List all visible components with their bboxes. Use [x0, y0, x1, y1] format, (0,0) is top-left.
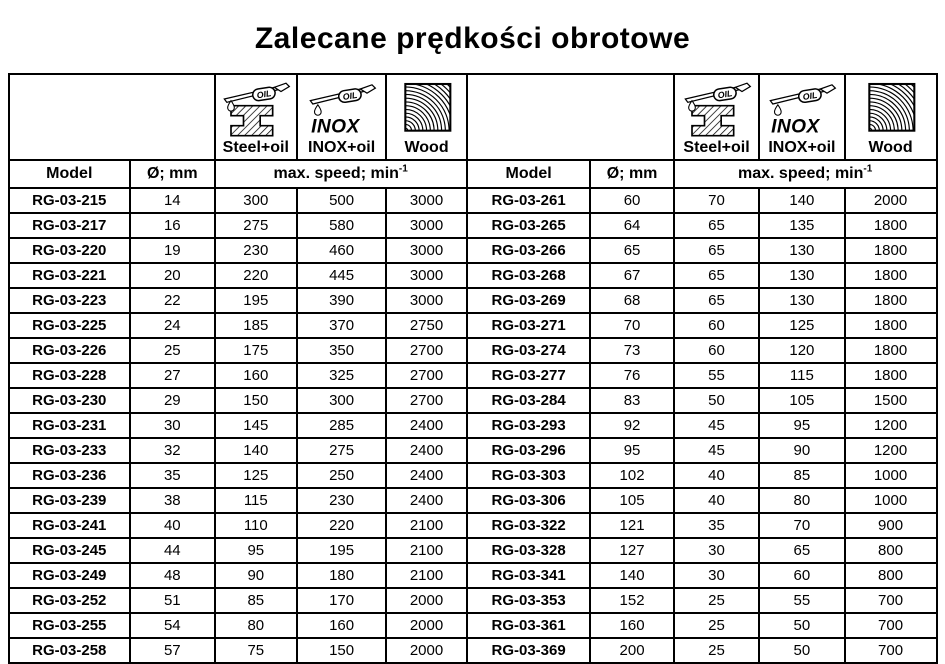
- inox-speed-cell: 50: [759, 613, 844, 638]
- table-row: [9, 313, 937, 338]
- table-row: [9, 463, 937, 488]
- steel-speed-cell: 60: [674, 338, 759, 363]
- inox-speed-cell: 275: [297, 438, 386, 463]
- wood-speed-cell: 1800: [845, 313, 937, 338]
- diameter-cell: 67: [590, 263, 674, 288]
- steel-speed-cell: 65: [674, 263, 759, 288]
- wood-speed-cell: 2000: [386, 588, 467, 613]
- diameter-cell: 48: [130, 563, 214, 588]
- steel-speed-cell: 220: [215, 263, 298, 288]
- diameter-cell: 83: [590, 388, 674, 413]
- model-header: Model: [9, 160, 131, 188]
- steel-speed-cell: 75: [215, 638, 298, 663]
- diameter-cell: 65: [590, 238, 674, 263]
- model-cell: RG-03-269: [467, 288, 590, 313]
- wood-grain-icon: [856, 79, 926, 139]
- wood-speed-cell: 3000: [386, 238, 467, 263]
- inox-oil-icon: [307, 79, 377, 139]
- model-cell: RG-03-236: [9, 463, 131, 488]
- wood-label: Wood: [404, 138, 449, 156]
- model-cell: RG-03-239: [9, 488, 131, 513]
- inox-speed-cell: 160: [297, 613, 386, 638]
- model-cell: RG-03-249: [9, 563, 131, 588]
- wood-speed-cell: 2750: [386, 313, 467, 338]
- steel-oil-label: Steel+oil: [222, 138, 289, 156]
- material-icon-row: [9, 74, 937, 160]
- table-row: [9, 263, 937, 288]
- model-cell: RG-03-255: [9, 613, 131, 638]
- inox-speed-cell: 170: [297, 588, 386, 613]
- diameter-cell: 102: [590, 463, 674, 488]
- model-cell: RG-03-306: [467, 488, 590, 513]
- inox-speed-cell: 50: [759, 638, 844, 663]
- wood-speed-cell: 2700: [386, 338, 467, 363]
- diameter-cell: 40: [130, 513, 214, 538]
- table-row: [9, 613, 937, 638]
- inox-speed-cell: 120: [759, 338, 844, 363]
- steel-oil-column-header: [215, 74, 298, 160]
- wood-speed-cell: 3000: [386, 188, 467, 213]
- model-cell: RG-03-369: [467, 638, 590, 663]
- inox-speed-cell: 85: [759, 463, 844, 488]
- wood-speed-cell: 2000: [386, 638, 467, 663]
- wood-speed-cell: 2400: [386, 438, 467, 463]
- diameter-cell: 32: [130, 438, 214, 463]
- model-cell: RG-03-277: [467, 363, 590, 388]
- table-row: [9, 588, 937, 613]
- model-cell: RG-03-266: [467, 238, 590, 263]
- table-row: [9, 513, 937, 538]
- diameter-cell: 73: [590, 338, 674, 363]
- model-cell: RG-03-293: [467, 413, 590, 438]
- wood-speed-cell: 3000: [386, 288, 467, 313]
- model-cell: RG-03-228: [9, 363, 131, 388]
- steel-speed-cell: 25: [674, 613, 759, 638]
- wood-speed-cell: 1800: [845, 288, 937, 313]
- inox-oil-icon: [767, 79, 837, 139]
- steel-speed-cell: 25: [674, 588, 759, 613]
- inox-speed-cell: 285: [297, 413, 386, 438]
- model-cell: RG-03-230: [9, 388, 131, 413]
- wood-speed-cell: 2400: [386, 488, 467, 513]
- inox-oil-label: INOX+oil: [308, 138, 376, 156]
- inox-speed-cell: 195: [297, 538, 386, 563]
- model-cell: RG-03-328: [467, 538, 590, 563]
- inox-speed-cell: 115: [759, 363, 844, 388]
- wood-speed-cell: 2100: [386, 563, 467, 588]
- steel-speed-cell: 65: [674, 238, 759, 263]
- model-cell: RG-03-341: [467, 563, 590, 588]
- steel-speed-cell: 90: [215, 563, 298, 588]
- inox-speed-cell: 230: [297, 488, 386, 513]
- diameter-cell: 14: [130, 188, 214, 213]
- steel-speed-cell: 45: [674, 413, 759, 438]
- inox-speed-cell: 250: [297, 463, 386, 488]
- diameter-cell: 200: [590, 638, 674, 663]
- diameter-cell: 25: [130, 338, 214, 363]
- wood-grain-icon: [392, 79, 462, 139]
- steel-speed-cell: 25: [674, 638, 759, 663]
- diameter-cell: 16: [130, 213, 214, 238]
- wood-speed-cell: 1800: [845, 238, 937, 263]
- empty-corner-cell: [467, 74, 674, 160]
- inox-speed-cell: 130: [759, 238, 844, 263]
- diameter-cell: 30: [130, 413, 214, 438]
- diameter-cell: 20: [130, 263, 214, 288]
- model-cell: RG-03-215: [9, 188, 131, 213]
- inox-speed-cell: 90: [759, 438, 844, 463]
- diameter-cell: 44: [130, 538, 214, 563]
- max-speed-header: max. speed; $\min^{-1}$: [215, 160, 467, 188]
- steel-speed-cell: 60: [674, 313, 759, 338]
- diameter-cell: 19: [130, 238, 214, 263]
- diameter-cell: 64: [590, 213, 674, 238]
- diameter-cell: 54: [130, 613, 214, 638]
- inox-speed-cell: 390: [297, 288, 386, 313]
- inox-oil-column-header: [297, 74, 386, 160]
- steel-speed-cell: 85: [215, 588, 298, 613]
- diameter-cell: 92: [590, 413, 674, 438]
- column-header-row: [9, 160, 937, 188]
- inox-speed-cell: 350: [297, 338, 386, 363]
- diameter-cell: 24: [130, 313, 214, 338]
- table-row: [9, 213, 937, 238]
- steel-speed-cell: 65: [674, 288, 759, 313]
- inox-speed-cell: 500: [297, 188, 386, 213]
- steel-speed-cell: 150: [215, 388, 298, 413]
- diameter-cell: 152: [590, 588, 674, 613]
- steel-oil-label: Steel+oil: [683, 138, 750, 156]
- steel-speed-cell: 95: [215, 538, 298, 563]
- wood-speed-cell: 900: [845, 513, 937, 538]
- inox-speed-cell: 140: [759, 188, 844, 213]
- inox-speed-cell: 580: [297, 213, 386, 238]
- wood-speed-cell: 3000: [386, 213, 467, 238]
- diameter-cell: 27: [130, 363, 214, 388]
- model-cell: RG-03-245: [9, 538, 131, 563]
- steel-speed-cell: 230: [215, 238, 298, 263]
- model-cell: RG-03-353: [467, 588, 590, 613]
- inox-speed-cell: 135: [759, 213, 844, 238]
- inox-speed-cell: 55: [759, 588, 844, 613]
- inox-speed-cell: 180: [297, 563, 386, 588]
- model-cell: RG-03-221: [9, 263, 131, 288]
- table-row: [9, 238, 937, 263]
- steel-speed-cell: 30: [674, 538, 759, 563]
- steel-speed-cell: 175: [215, 338, 298, 363]
- model-cell: RG-03-303: [467, 463, 590, 488]
- diameter-cell: 76: [590, 363, 674, 388]
- model-cell: RG-03-241: [9, 513, 131, 538]
- wood-speed-cell: 1200: [845, 413, 937, 438]
- inox-speed-cell: 325: [297, 363, 386, 388]
- wood-speed-cell: 2000: [386, 613, 467, 638]
- steel-oil-icon: [682, 79, 752, 139]
- model-cell: RG-03-225: [9, 313, 131, 338]
- model-cell: RG-03-231: [9, 413, 131, 438]
- table-row: [9, 538, 937, 563]
- diameter-cell: 68: [590, 288, 674, 313]
- page-title: Zalecane prędkości obrotowe: [254, 22, 691, 55]
- empty-corner-cell: [9, 74, 215, 160]
- model-cell: RG-03-217: [9, 213, 131, 238]
- table-row: [9, 563, 937, 588]
- inox-speed-cell: 130: [759, 263, 844, 288]
- inox-oil-label: INOX+oil: [768, 138, 836, 156]
- steel-speed-cell: 300: [215, 188, 298, 213]
- wood-column-header: [386, 74, 467, 160]
- wood-speed-cell: 3000: [386, 263, 467, 288]
- table-row: [9, 363, 937, 388]
- steel-speed-cell: 160: [215, 363, 298, 388]
- diameter-cell: 70: [590, 313, 674, 338]
- table-row: [9, 438, 937, 463]
- inox-speed-cell: 70: [759, 513, 844, 538]
- steel-speed-cell: 275: [215, 213, 298, 238]
- inox-speed-cell: 300: [297, 388, 386, 413]
- wood-speed-cell: 1800: [845, 338, 937, 363]
- inox-speed-cell: 65: [759, 538, 844, 563]
- diameter-cell: 105: [590, 488, 674, 513]
- table-row: [9, 638, 937, 663]
- model-cell: RG-03-223: [9, 288, 131, 313]
- inox-speed-cell: 220: [297, 513, 386, 538]
- model-cell: RG-03-296: [467, 438, 590, 463]
- wood-label: Wood: [868, 138, 913, 156]
- inox-speed-cell: 80: [759, 488, 844, 513]
- table-row: [9, 413, 937, 438]
- steel-speed-cell: 115: [215, 488, 298, 513]
- wood-speed-cell: 2400: [386, 463, 467, 488]
- diameter-cell: 60: [590, 188, 674, 213]
- steel-oil-column-header: [674, 74, 759, 160]
- table-row: [9, 288, 937, 313]
- steel-speed-cell: 80: [215, 613, 298, 638]
- wood-speed-cell: 700: [845, 613, 937, 638]
- diameter-cell: 35: [130, 463, 214, 488]
- inox-speed-cell: 370: [297, 313, 386, 338]
- steel-speed-cell: 185: [215, 313, 298, 338]
- steel-speed-cell: 110: [215, 513, 298, 538]
- steel-oil-icon: [221, 79, 291, 139]
- model-cell: RG-03-361: [467, 613, 590, 638]
- steel-speed-cell: 30: [674, 563, 759, 588]
- model-cell: RG-03-268: [467, 263, 590, 288]
- wood-speed-cell: 2100: [386, 538, 467, 563]
- diameter-header: Ø; mm: [130, 160, 214, 188]
- wood-speed-cell: 1500: [845, 388, 937, 413]
- wood-speed-cell: 700: [845, 588, 937, 613]
- wood-speed-cell: 1000: [845, 463, 937, 488]
- model-cell: RG-03-258: [9, 638, 131, 663]
- wood-column-header: [845, 74, 937, 160]
- wood-speed-cell: 2100: [386, 513, 467, 538]
- table-row: [9, 488, 937, 513]
- model-header: Model: [467, 160, 590, 188]
- diameter-cell: 29: [130, 388, 214, 413]
- model-cell: RG-03-220: [9, 238, 131, 263]
- steel-speed-cell: 55: [674, 363, 759, 388]
- diameter-cell: 95: [590, 438, 674, 463]
- wood-speed-cell: 1800: [845, 363, 937, 388]
- table-row: [9, 388, 937, 413]
- model-cell: RG-03-322: [467, 513, 590, 538]
- inox-speed-cell: 60: [759, 563, 844, 588]
- diameter-cell: 127: [590, 538, 674, 563]
- model-cell: RG-03-252: [9, 588, 131, 613]
- diameter-cell: 51: [130, 588, 214, 613]
- diameter-cell: 57: [130, 638, 214, 663]
- diameter-cell: 140: [590, 563, 674, 588]
- table-row: [9, 188, 937, 213]
- wood-speed-cell: 2700: [386, 363, 467, 388]
- wood-speed-cell: 2400: [386, 413, 467, 438]
- steel-speed-cell: 145: [215, 413, 298, 438]
- max-speed-header: max. speed; $\min^{-1}$: [674, 160, 937, 188]
- steel-speed-cell: 65: [674, 213, 759, 238]
- diameter-cell: 121: [590, 513, 674, 538]
- inox-speed-cell: 125: [759, 313, 844, 338]
- wood-speed-cell: 800: [845, 563, 937, 588]
- model-cell: RG-03-271: [467, 313, 590, 338]
- steel-speed-cell: 50: [674, 388, 759, 413]
- steel-speed-cell: 195: [215, 288, 298, 313]
- steel-speed-cell: 40: [674, 488, 759, 513]
- steel-speed-cell: 140: [215, 438, 298, 463]
- steel-speed-cell: 70: [674, 188, 759, 213]
- wood-speed-cell: 1800: [845, 263, 937, 288]
- wood-speed-cell: 800: [845, 538, 937, 563]
- model-cell: RG-03-233: [9, 438, 131, 463]
- wood-speed-cell: 1200: [845, 438, 937, 463]
- steel-speed-cell: 40: [674, 463, 759, 488]
- inox-speed-cell: 105: [759, 388, 844, 413]
- model-cell: RG-03-226: [9, 338, 131, 363]
- wood-speed-cell: 2700: [386, 388, 467, 413]
- diameter-cell: 160: [590, 613, 674, 638]
- inox-speed-cell: 460: [297, 238, 386, 263]
- inox-speed-cell: 445: [297, 263, 386, 288]
- recommended-speeds-table: [8, 73, 938, 664]
- diameter-cell: 38: [130, 488, 214, 513]
- steel-speed-cell: 35: [674, 513, 759, 538]
- diameter-header: Ø; mm: [590, 160, 674, 188]
- steel-speed-cell: 45: [674, 438, 759, 463]
- inox-speed-cell: 150: [297, 638, 386, 663]
- table-row: [9, 338, 937, 363]
- steel-speed-cell: 125: [215, 463, 298, 488]
- wood-speed-cell: 1000: [845, 488, 937, 513]
- wood-speed-cell: 2000: [845, 188, 937, 213]
- wood-speed-cell: 1800: [845, 213, 937, 238]
- model-cell: RG-03-284: [467, 388, 590, 413]
- model-cell: RG-03-261: [467, 188, 590, 213]
- inox-speed-cell: 130: [759, 288, 844, 313]
- diameter-cell: 22: [130, 288, 214, 313]
- inox-speed-cell: 95: [759, 413, 844, 438]
- model-cell: RG-03-265: [467, 213, 590, 238]
- model-cell: RG-03-274: [467, 338, 590, 363]
- inox-oil-column-header: [759, 74, 844, 160]
- wood-speed-cell: 700: [845, 638, 937, 663]
